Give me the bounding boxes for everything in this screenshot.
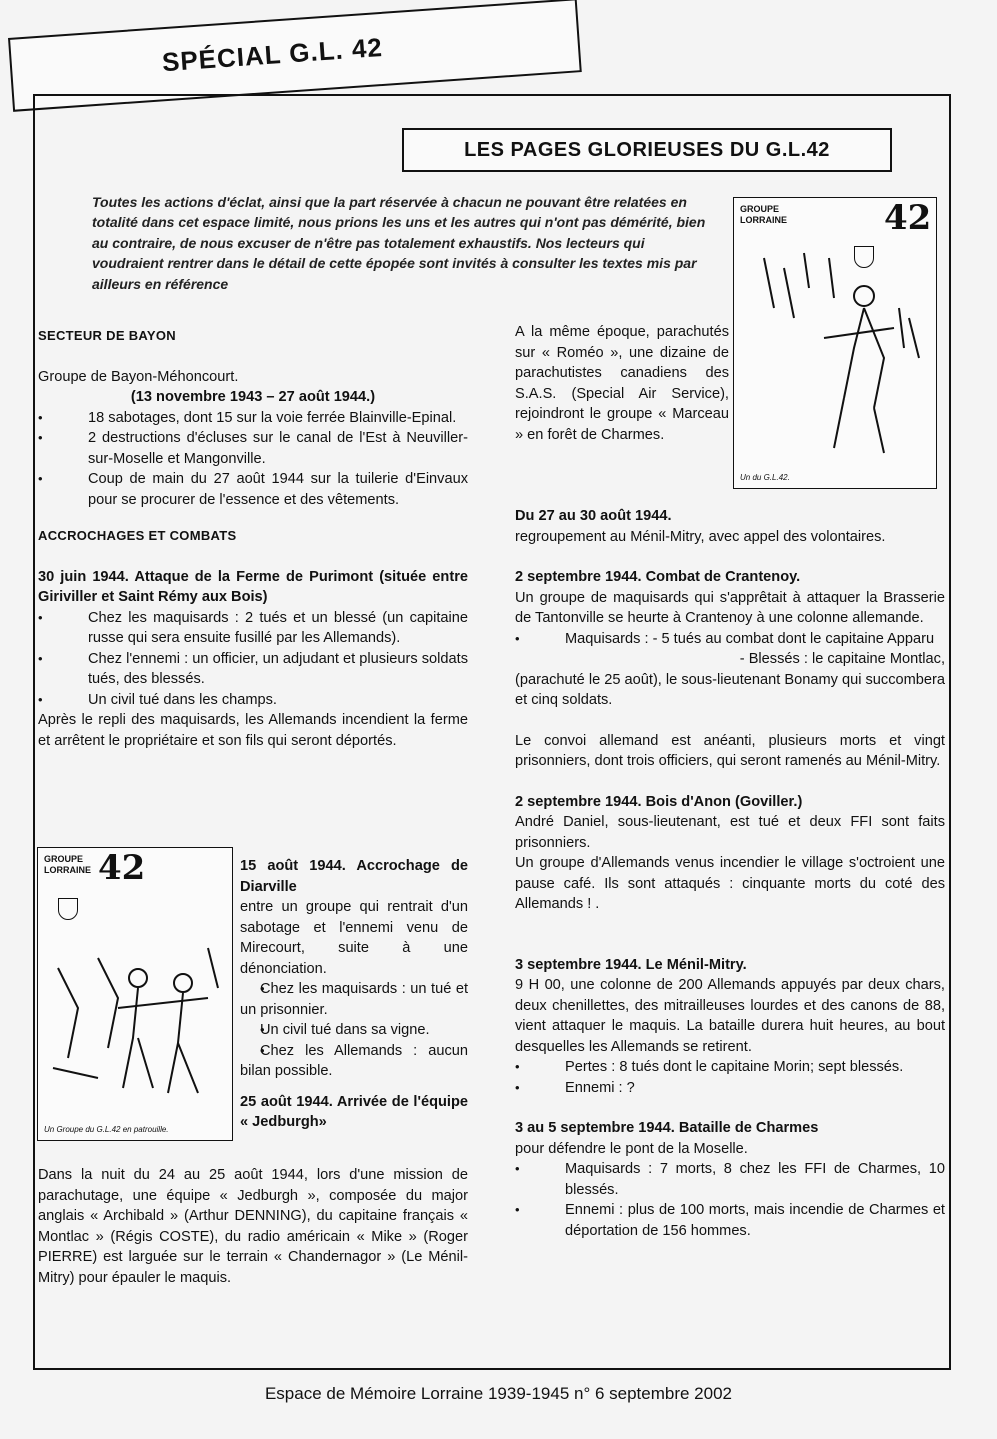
intro-paragraph: Toutes les actions d'éclat, ainsi que la part réservée à chacun ne pouvant être relatées en totalité dans cet espace limité, nous prions les uns et les autres qui n'ont pas démérité, bien au contraire, de nous excuser de n'être pas totalement exhaustifs. Nos lecteurs qui voudraient rentrer dans le détail de cette épopée sont invités à consulter les textes mis par ailleurs en référence <box>92 194 706 292</box>
list-item: • Ennemi : plus de 100 morts, mais incendie de Charmes et déportation de 156 hommes. <box>515 1200 945 1241</box>
charmes-text: pour défendre le pont de la Moselle. <box>515 1140 748 1157</box>
footer: Espace de Mémoire Lorraine 1939-1945 n° 6 septembre 2002 <box>264 1384 733 1403</box>
diarville-text: entre un groupe qui rentrait d'un sabotage et l'ennemi venu de Mirecourt, suite à une dénonciation. <box>240 899 468 977</box>
purimont-list <box>38 608 468 711</box>
crantenoy-wounded-a: - Blessés : le capitaine Montlac, <box>739 651 945 667</box>
logo-line-2: LORRAINE <box>44 865 91 875</box>
list-item: • Ennemi : ? <box>515 1078 945 1099</box>
menil-list <box>515 1057 945 1098</box>
combats-title: ACCROCHAGES ET COMBATS <box>38 528 237 543</box>
group-list <box>38 408 468 511</box>
special-label: SPÉCIAL G.L. 42 <box>161 31 384 78</box>
logo-line-1: GROUPE <box>740 204 780 214</box>
diarville-heading: 15 août 1944. Accrochage de Diarville <box>240 858 468 895</box>
list-item: • Coup de main du 27 août 1944 sur la tuilerie d'Einvaux pour se procurer de l'essence et des vêtements. <box>38 469 468 510</box>
soldier-drawing <box>734 198 937 489</box>
list-item: • Un civil tué dans sa vigne. <box>240 1020 468 1041</box>
anon-heading: 2 septembre 1944. Bois d'Anon (Goviller.) <box>515 793 803 810</box>
crantenoy-text: Un groupe de maquisards qui s'apprêtait à attaquer la Brasserie de Tantonville se heurte à Crantenoy à une colonne allemande. <box>515 589 945 626</box>
list-item: • 18 sabotages, dont 15 sur la voie ferrée Blainville-Epinal. <box>38 408 468 429</box>
poster-illustration-left <box>37 847 233 1141</box>
poster-number: 42 <box>884 198 932 238</box>
right-column <box>515 506 945 1241</box>
poster-illustration-right <box>733 197 937 489</box>
romeo-text: A la même époque, parachutés sur « Roméo », une dizaine de parachutistes canadiens des S.A.S. (Special Air Service), rejoindront le groupe « Marceau » en forêt de Charmes. <box>515 324 729 443</box>
crantenoy-list <box>515 629 945 650</box>
jedburgh-text: Dans la nuit du 24 au 25 août 1944, lors d'une mission de parachutage, une équipe « Jedburgh », composée du major anglais « Archibald » (Arthur DENNING), du capitaine français « Montlac » (Régis COSTE), du radio américain « Mike » (Roger PIERRE) est larguée sur le terrain « Chandernagor » (Le Ménil-Mitry) pour épauler le maquis. <box>38 1167 468 1286</box>
list-item: • Pertes : 8 tués dont le capitaine Morin; sept blessés. <box>515 1057 945 1078</box>
crantenoy-heading: 2 septembre 1944. Combat de Crantenoy. <box>515 569 801 585</box>
purimont-after: Après le repli des maquisards, les Allemands incendient la ferme et arrêtent le propriétaire et son fils qui seront déportés. <box>38 712 468 749</box>
aug27-text: regroupement au Ménil-Mitry, avec appel des volontaires. <box>515 528 886 545</box>
anon-text-1: André Daniel, sous-lieutenant, est tué et deux FFI sont faits prisonniers. <box>515 814 945 851</box>
crantenoy-wounded-b: (parachuté le 25 août), le sous-lieutenant Bonamy qui succombera et cinq soldats. <box>515 671 945 708</box>
menil-text: 9 H 00, une colonne de 200 Allemands appuyés par deux chars, deux chenillettes, des mitrailleuses lourdes et des canons de 88, vient attaquer le maquis. La bataille durera huit heures, au bout desquelles les Allemands se retirent. <box>515 977 945 1055</box>
charmes-heading: 3 au 5 septembre 1944. Bataille de Charmes <box>515 1120 819 1136</box>
left-column <box>38 320 468 751</box>
charmes-list <box>515 1159 945 1241</box>
romeo-block <box>515 322 729 445</box>
list-item: • Maquisards : - 5 tués au combat dont le capitaine Apparu <box>515 629 945 650</box>
jedburgh-heading: 25 août 1944. Arrivée de l'équipe « Jedburgh» <box>240 1093 468 1130</box>
menil-heading: 3 septembre 1944. Le Ménil-Mitry. <box>515 956 747 973</box>
list-item: • Chez les maquisards : un tué et un prisonnier. <box>240 979 468 1020</box>
list-item: • Chez les Allemands : aucun bilan possible. <box>240 1041 468 1082</box>
poster-caption-left: Un Groupe du G.L.42 en patrouille. <box>44 1125 169 1134</box>
aug27-heading: Du 27 au 30 août 1944. <box>515 508 672 524</box>
list-item: • Maquisards : 7 morts, 8 chez les FFI de Charmes, 10 blessés. <box>515 1159 945 1200</box>
diarville-list <box>240 979 468 1082</box>
list-item: • 2 destructions d'écluses sur le canal de l'Est à Neuviller-sur-Moselle et Mangonville. <box>38 428 468 469</box>
list-item: • Chez l'ennemi : un officier, un adjudant et plusieurs soldats tués, des blessés. <box>38 649 468 690</box>
poster-caption-right: Un du G.L.42. <box>740 473 790 482</box>
logo-line-1: GROUPE <box>44 854 84 864</box>
sector-title: SECTEUR DE BAYON <box>38 328 176 343</box>
diarville-block <box>240 856 468 1133</box>
anon-text-2: Un groupe d'Allemands venus incendier le village s'octroient une pause café. Ils sont attaqués : cinquante morts du coté des Allemands ! . <box>515 855 945 912</box>
group-dates: (13 novembre 1943 – 27 août 1944.) <box>130 389 376 405</box>
purimont-heading: 30 juin 1944. Attaque de la Ferme de Purimont (située entre Giriviller et Saint Rémy aux Bois) <box>38 568 468 605</box>
group-name: Groupe de Bayon-Méhoncourt. <box>38 368 239 385</box>
list-item: • Un civil tué dans les champs. <box>38 690 468 711</box>
convoi-text: Le convoi allemand est anéanti, plusieurs morts et vingt prisonniers, dont trois officiers, qui seront ramenés au Ménil-Mitry. <box>515 732 945 769</box>
list-item: • Chez les maquisards : 2 tués et un blessé (un capitaine russe qui sera ensuite fusillé par les Allemands). <box>38 608 468 649</box>
jedburgh-block <box>38 1165 468 1288</box>
poster-number: 42 <box>98 848 146 888</box>
patrol-drawing <box>38 848 233 1141</box>
logo-line-2: LORRAINE <box>740 215 787 225</box>
pages-title: LES PAGES GLORIEUSES DU G.L.42 <box>402 128 892 172</box>
